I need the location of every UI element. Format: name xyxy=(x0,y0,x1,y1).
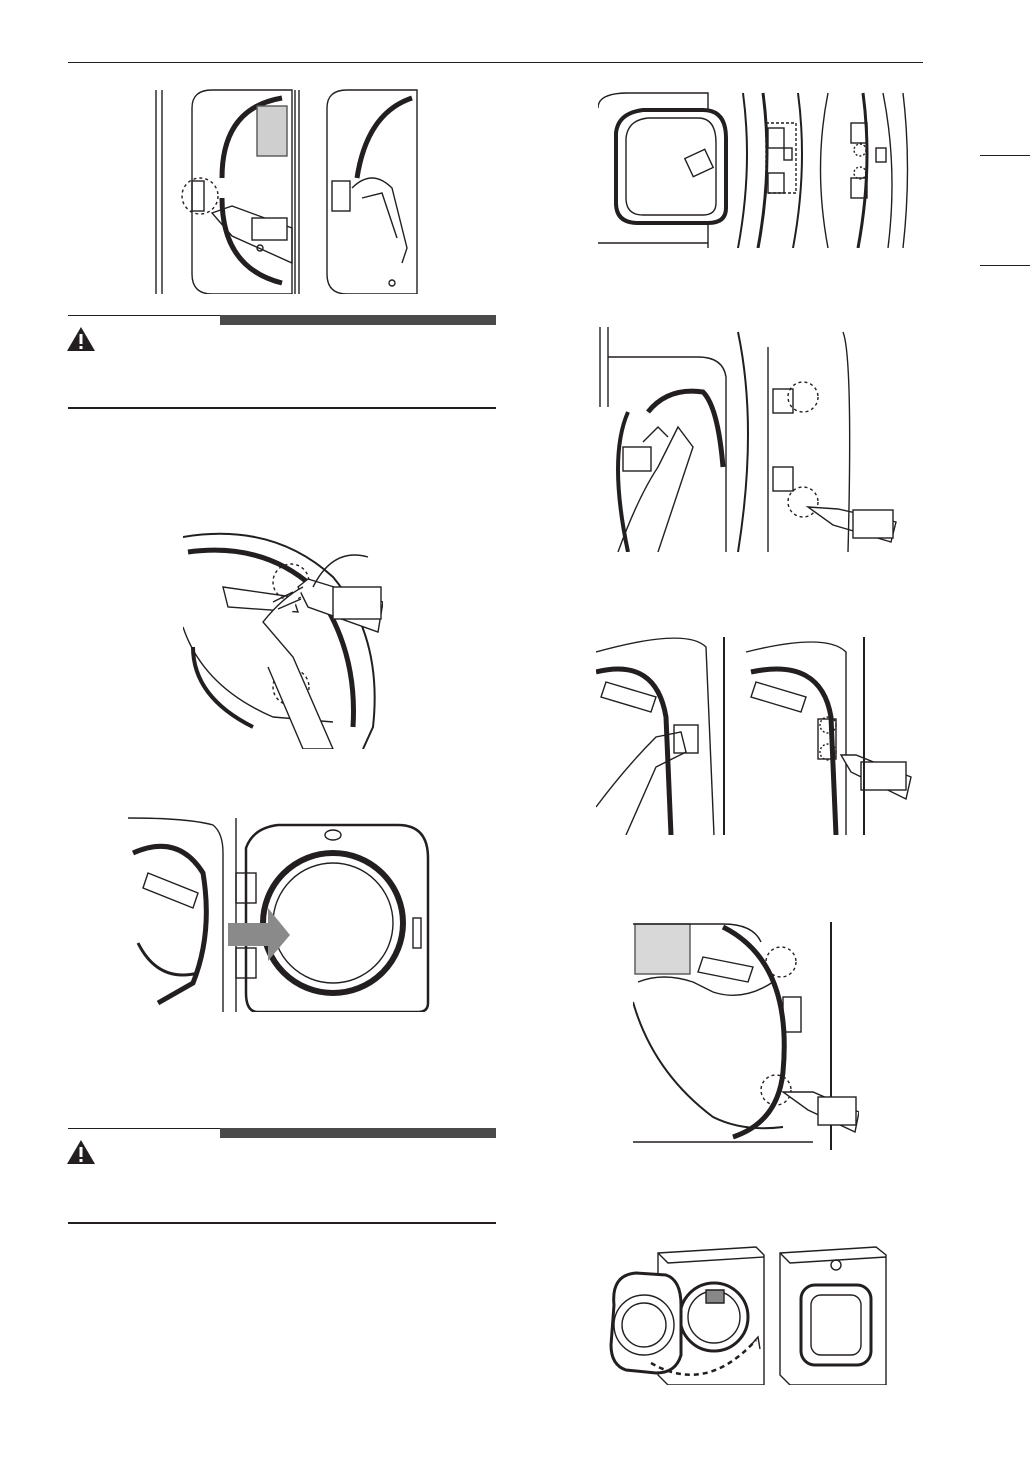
figure-strike-plate-reinstall xyxy=(596,637,916,835)
warning-2-alert-icon xyxy=(66,1139,96,1165)
warning-1-bottom-rule xyxy=(68,407,496,409)
header-rule xyxy=(68,62,923,63)
side-tab-top xyxy=(980,155,1030,156)
figure-hinge-reinstall xyxy=(598,327,898,552)
figure-door-hinge-removal xyxy=(183,527,383,749)
side-tab-bottom xyxy=(980,265,1030,266)
warning-2-bottom-rule xyxy=(68,1222,496,1224)
warning-1-alert-icon xyxy=(66,326,96,352)
warning-1-header-bar xyxy=(220,315,496,325)
figure-strike-plate-removal xyxy=(152,88,420,294)
figure-door-lift-off xyxy=(128,813,431,1012)
figure-door-rotation xyxy=(598,88,912,248)
figure-door-reversed-result xyxy=(606,1245,888,1385)
warning-2-header-bar xyxy=(220,1128,496,1138)
figure-filler-screw-install xyxy=(633,922,859,1150)
